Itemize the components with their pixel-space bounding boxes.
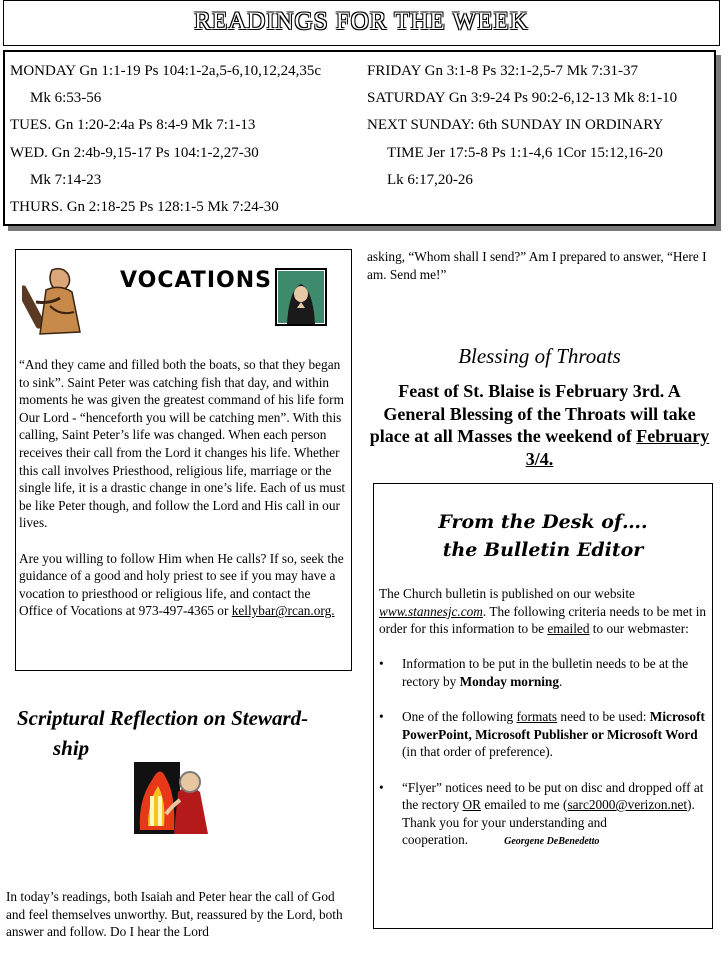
reading-line [10,167,362,194]
bullet-icon: • [379,779,384,795]
criteria-text: Information to be put in the bulletin needs to be at the rectory by [402,656,689,689]
reading-day: TUES. [10,117,52,134]
intro-text: to our webmaster: [589,621,689,637]
intro-text: The Church bulletin is published on our website [379,586,635,601]
reading-day: NEXT SUNDAY: 6th SUNDAY IN ORDINARY [367,117,664,134]
blessing-announcement [367,380,712,470]
criteria-item [379,779,709,851]
bullet-icon: • [379,656,384,672]
reading-line [367,58,717,85]
reading-refs: Mk 6:53-56 [30,90,102,107]
criteria-text: ). [687,797,695,813]
reading-line [367,167,717,194]
criteria-text: One of the following [402,709,517,725]
reading-day: TIME [387,144,424,161]
page-title: READINGS FOR THE WEEK [194,8,529,35]
reading-refs: Lk 6:17,20-26 [387,171,473,188]
editor-intro [379,585,709,638]
criteria-text: (in that order of preference). [402,744,553,760]
reading-refs: Gn 3:1-8 Ps 32:1-2,5-7 Mk 7:31-37 [420,63,638,79]
editor-desk-title [374,508,712,564]
editor-desk-title-line: From the Desk of…. [438,511,648,533]
vocations-contact-text: Are you willing to follow Him when He calls? If so, seek the guidance of a good and holy priest to see if you may have a vocation to priesthood or religious life, and contact the Office of Vocations at 973-497-4365 or [19,550,344,619]
bullet-icon: • [379,709,384,725]
reading-refs: Gn 1:20-2:4a Ps 8:4-9 Mk 7:1-13 [51,117,256,134]
reading-refs: Gn 3:9-24 Ps 90:2-6,12-13 Mk 8:1-10 [445,90,678,107]
criteria-text: . [558,673,563,689]
reading-day: THURS. [10,198,63,215]
reading-refs: Gn 2:18-25 Ps 128:1-5 Mk 7:24-30 [62,198,279,215]
reading-line [10,58,362,85]
blessing-date: February 3/4. [525,426,710,469]
criteria-underlined-text: formats [516,709,558,725]
criteria-text: emailed to me ( [481,797,568,813]
reading-line [10,194,362,221]
vocations-title: VOCATIONS [120,268,272,293]
reading-line [10,85,362,112]
thanks-text: Thank you for your understanding and cooperation. [402,814,607,848]
editor-email-link[interactable]: sarc2000@verizon.net [567,797,688,813]
blessing-title: Blessing of Throats [458,344,621,368]
reading-line [10,140,362,167]
burning-bush-figure-icon [134,760,214,836]
criteria-bold-text: Monday morning [459,673,559,689]
reading-day: WED. [10,144,48,161]
vocations-email-link[interactable]: kellybar@rcan.org. [231,603,335,619]
stewardship-text: In today’s readings, both Isaiah and Peter hear the call of God and feel themselves unworthy. But, reassured by the Lord, both answer and follow. Do I hear the Lord [6,889,343,939]
reading-refs: Mk 7:14-23 [30,171,102,188]
vocations-box [15,249,352,671]
stewardship-title-line: Scriptural Reflection on Steward- [17,706,309,730]
praying-figure-icon [22,262,86,340]
blessing-body-text: Feast of St. Blaise is February 3rd. A General Blessing of the Throats will take place at all Masses the weekend of [369,381,696,446]
vocations-text [19,356,347,638]
readings-right-column [367,58,717,194]
reading-line [10,112,362,139]
editor-desk-title-line: the Bulletin Editor [442,539,644,561]
reading-day: SATURDAY [367,90,446,107]
criteria-item [379,708,709,761]
reading-day: FRIDAY [367,63,421,79]
website-link[interactable]: www.stannesjc.com [379,603,483,619]
reading-line [367,112,717,139]
criteria-underlined-text: OR [462,797,482,813]
criteria-text: “Flyer” notices need to be put on disc and dropped off at the rectory [402,779,704,813]
stewardship-continued-text: asking, “Whom shall I send?” Am I prepared to answer, “Here I am. Send me!” [367,249,707,282]
readings-left-column [10,58,362,221]
criteria-bold-text: Microsoft PowerPoint, Microsoft Publisher or Microsoft Word [402,709,705,742]
nun-icon [275,268,327,326]
vocations-paragraph [19,550,347,620]
criteria-text: need to be used: [557,709,650,725]
reading-line [367,140,717,167]
reading-refs: Gn 2:4b-9,15-17 Ps 104:1-2,27-30 [47,144,259,161]
title-banner [3,0,720,46]
vocations-paragraph: “And they came and filled both the boats, so that they began to sink”. Saint Peter was catching fish that day, and within moments he was given the greatest command of his life form Our Lord - “henceforth you will be catching men”. With this calling, Saint Peter’s life was changed. When each person receives their call from the Lord it changes his life. Whether this call involves Priesthood, religious life, marriage or the single life, it is a drastic change in one’s life. Each of us must be like Peter though, and follow the Lord and His call in our lives. [19,357,346,531]
editor-desk-text [379,585,709,869]
stewardship-title-line: ship [53,736,90,760]
stewardship-title [17,703,357,763]
editor-desk-box [373,483,713,929]
reading-day: MONDAY [10,63,76,79]
reading-line [367,85,717,112]
readings-box [3,50,716,226]
criteria-item [379,655,709,690]
reading-refs: Jer 17:5-8 Ps 1:1-4,6 1Cor 15:12,16-20 [423,144,663,161]
intro-text: . The following criteria needs to be met in order for this information to be [379,603,707,637]
emailed-text: emailed [547,621,590,637]
reading-refs: Gn 1:1-19 Ps 104:1-2a,5-6,10,12,24,35c [75,63,321,79]
editor-signature: Georgene DeBenedetto [504,836,600,848]
